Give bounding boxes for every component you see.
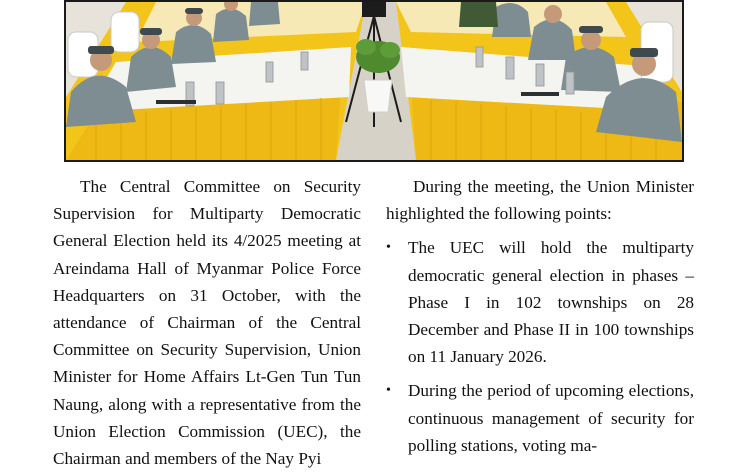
list-item — [386, 377, 694, 459]
list-item — [386, 234, 694, 370]
bullet-text: During the period of upcoming elections, continuous management of security for polling stations, voting ma- — [408, 381, 694, 455]
right-column — [386, 173, 694, 466]
bullet-icon: • — [386, 383, 391, 399]
meeting-photo — [64, 0, 684, 162]
left-column — [53, 173, 361, 472]
bullet-icon: • — [386, 240, 391, 256]
points-intro: During the meeting, the Union Minister highlighted the following points: — [386, 177, 694, 224]
points-list — [386, 234, 694, 459]
bullet-text: The UEC will hold the multiparty democratic general election in phases – Phase I in 102 townships on 28 December and Phase II in 100 townships on 11 January 2026. — [408, 238, 694, 367]
intro-paragraph: The Central Committee on Security Supervision for Multiparty Democratic General Election held its 4/2025 meeting at Areindama Hall of Myanmar Police Force Headquarters on 31 October, with the attendance of Chairman of the Central Committee on Security Supervision, Union Minister for Home Affairs Lt-Gen Tun Tun Naung, along with a representative from the Union Election Commission (UEC), the Chairman and members of the Nay Pyi — [53, 177, 361, 469]
